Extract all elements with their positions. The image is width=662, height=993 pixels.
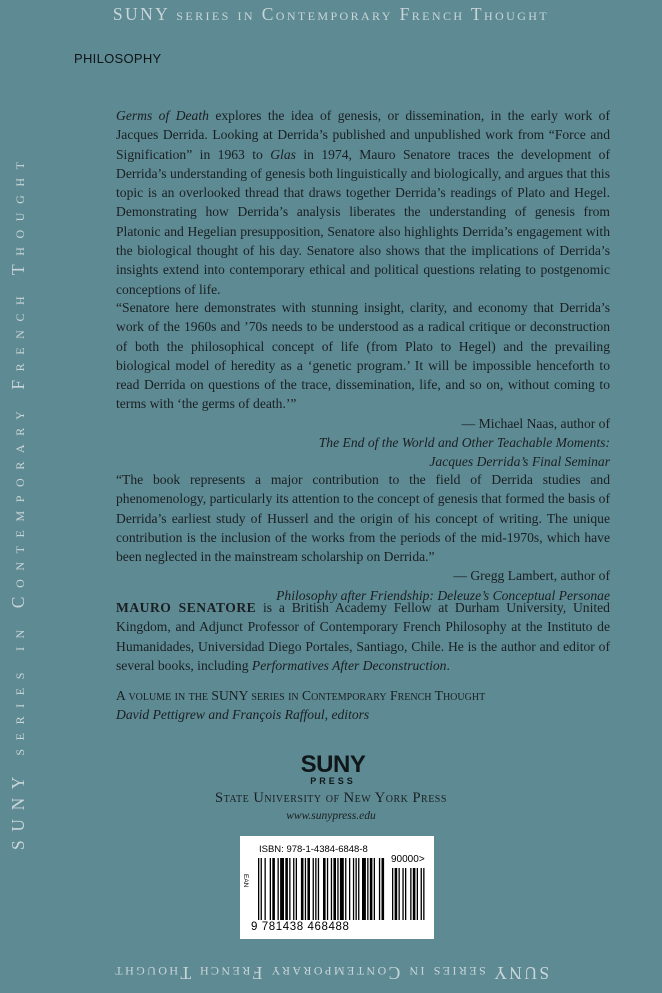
isbn-text: ISBN: 978-1-4384-6848-8: [259, 844, 368, 855]
endorsement-author: — Michael Naas, author of: [461, 415, 610, 431]
barcode-bar: [356, 858, 357, 920]
series-title-top: SUNY series in Contemporary French Thought: [112, 4, 550, 24]
barcode-bar: [278, 858, 279, 920]
barcode-bar: [315, 858, 316, 920]
barcode-bar: [374, 858, 375, 920]
barcode-bar: [293, 858, 294, 920]
endorsement-book: Philosophy after Friendship: Deleuze’s Conceptual Personae: [276, 587, 610, 603]
price-barcode-bar: [399, 868, 400, 920]
barcode-bar: [340, 858, 344, 920]
series-title-bottom: SUNY series in Contemporary French Thought: [112, 963, 550, 983]
barcode-bar: [272, 858, 275, 920]
logo-suny: SUNY: [300, 751, 366, 778]
barcode-bar: [318, 858, 319, 920]
bio-end: .: [446, 657, 450, 673]
barcode-digits: 9 781438 468488: [251, 921, 350, 933]
publisher-url: www.sunypress.edu: [286, 810, 376, 822]
barcode-bar: [349, 858, 350, 920]
price-barcode-bar: [417, 868, 418, 920]
barcode-bar: [280, 858, 284, 920]
barcode-bar: [327, 858, 328, 920]
price-barcode-bar: [395, 868, 398, 920]
endorsement-book-line2: Jacques Derrida’s Final Seminar: [429, 454, 610, 470]
category-label: PHILOSOPHY: [74, 51, 162, 66]
endorsement-text: “The book represents a major contribution to the field of Derrida studies and phenomenology, particularly its attention to the concept of genesis that formed the basis of Derrida’s earliest study of Husserl and the origin of his concept of writing. The unique contribution is the inclusion of the works from the periods of the mid-1970s, which have been neglected in the mainstream scholarship on Derrida.”: [116, 472, 610, 565]
barcode-bar: [305, 858, 306, 920]
barcode-bar: [362, 858, 366, 920]
glas-title: Glas: [270, 146, 296, 162]
barcode-bar: [379, 858, 380, 920]
publisher-name: State University of New York Press: [215, 790, 447, 806]
price-code-value: 90000: [391, 854, 419, 865]
series-note: [116, 686, 610, 725]
endorsement-text: “Senatore here demonstrates with stunning insight, clarity, and economy that Derrida’s work of the 1960s and ’70s needs to be understood as a radical critique or deconstruction of both the philosophical concept of life (from Plato to Hegel) and the prevailing biological model of heredity as a ‘genetic program.’ It will be impossible henceforth to read Derrida on questions of the trace, dissemination, life, and so on, without coming to terms with ‘the germs of death.’”: [116, 300, 610, 412]
ean-label: EAN: [242, 874, 249, 888]
book-description: [116, 106, 610, 299]
barcode-bar: [370, 858, 373, 920]
barcode-bar: [331, 858, 332, 920]
logo-press: PRESS: [310, 776, 356, 786]
barcode-bar: [307, 858, 310, 920]
barcode-bar: [265, 858, 266, 920]
barcode-bar: [337, 858, 338, 920]
barcode-bar: [367, 858, 368, 920]
suny-press-logo: [295, 751, 371, 786]
price-barcode-bar: [405, 868, 406, 920]
series-editors: David Pettigrew and François Raffoul, editors: [116, 707, 370, 723]
barcode-bar: [313, 858, 314, 920]
barcode-bar: [333, 858, 336, 920]
endorsement-book-line1: The End of the World and Other Teachable Moments:: [318, 435, 610, 451]
price-code-arrow: >: [418, 854, 425, 865]
barcode-bar: [285, 858, 288, 920]
endorsement-naas: [116, 298, 610, 472]
barcode-bar: [323, 858, 326, 920]
bio-book-title: Performatives After Deconstruction: [251, 657, 447, 673]
barcode-bar: [289, 858, 290, 920]
barcode-bar: [301, 858, 304, 920]
series-note-line: A volume in the SUNY series in Contemporary French Thought: [116, 688, 486, 703]
price-barcode-bar: [392, 868, 393, 920]
price-code: [391, 854, 425, 865]
description-text-continued: in 1974, Mauro Senatore traces the development of Derrida’s understanding of genesis both linguistically and biologically, and argues that this topic is an overlooked thread that draws together Derrida’s readings of Plato and Hegel. Demonstrating how Derrida’s analysis liberates the understanding of genesis from Platonic and Hegelian presupposition, Senatore also highlights Derrida’s engagement with the biological thought of his day. Senatore also shows that the implications of Derrida’s insights extend into contemporary ethical and political questions relating to postgenomic conceptions of life.: [116, 146, 610, 297]
barcode: [240, 836, 434, 939]
price-barcode-bar: [421, 868, 422, 920]
description-text: explores the idea of genesis, or dissemination, in the early work of Jacques Derrida. Looking at Derrida’s published and unpublished work from “Force and Signification” in 1963 to: [116, 108, 611, 162]
barcode-bar: [296, 858, 297, 920]
price-barcode-bar: [423, 868, 424, 920]
endorsement-lambert: [116, 470, 610, 605]
barcode-bar: [353, 858, 354, 920]
series-title-spine-left: SUNY series in Contemporary French Thought: [8, 153, 28, 851]
barcode-bar: [258, 858, 259, 920]
endorsement-author: — Gregg Lambert, author of: [453, 568, 610, 584]
barcode-bar: [261, 858, 262, 920]
price-barcode-bar: [402, 868, 403, 920]
author-name: MAURO SENATORE: [116, 600, 257, 615]
bio-text: is a British Academy Fellow at Durham University, United Kingdom, and Adjunct Professor of Contemporary French Philosophy at the Instituto de Humanidades, Universidad Diego Portales, Santiago, Chile. He is the author and editor of several books, including: [116, 600, 610, 673]
price-barcode-bar: [410, 868, 411, 920]
barcode-bar: [382, 858, 385, 920]
barcode-bar: [358, 858, 359, 920]
barcode-bar: [270, 858, 271, 920]
book-title: Germs of Death: [116, 108, 209, 123]
barcode-bar: [345, 858, 346, 920]
author-bio: [116, 598, 610, 675]
price-barcode-bar: [413, 868, 416, 920]
